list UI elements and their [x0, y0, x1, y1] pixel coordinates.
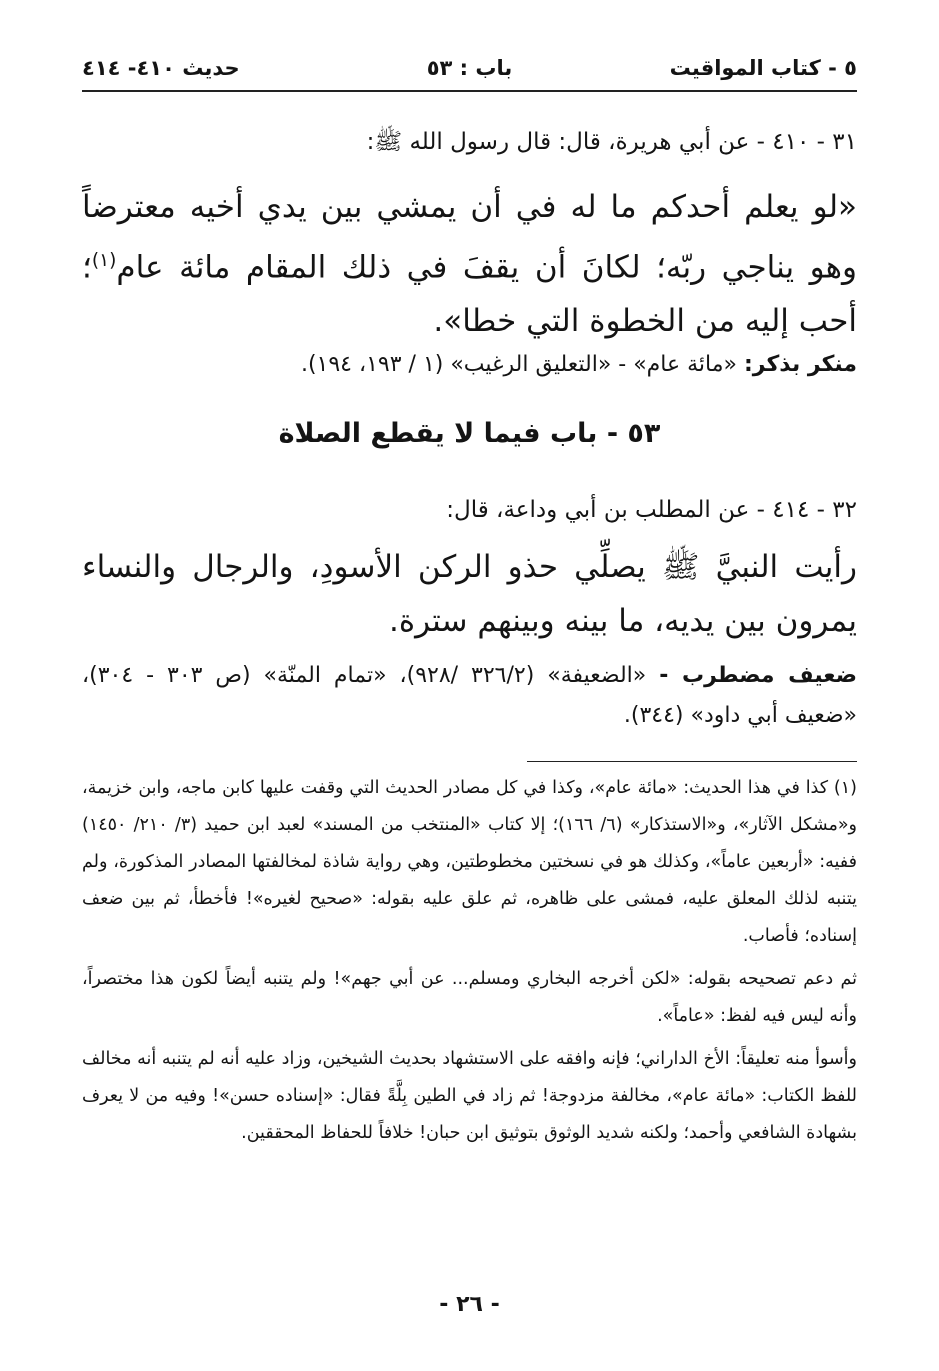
footnotes	[82, 770, 857, 1158]
hadith-31-matn-part-b: ؛ أحب إليه من الخطوة التي خطا».	[82, 249, 857, 340]
page-number: - ٢٦ -	[439, 1292, 500, 1317]
header-hadith-range: حديث ٤١٠- ٤١٤	[82, 56, 240, 80]
footnote-separator	[527, 761, 857, 762]
running-header	[82, 52, 857, 92]
header-book-title: ٥ - كتاب المواقيت	[669, 56, 857, 80]
hadith-32-verdict-text: «الضعيفة» (٣٢٦/٢ /٩٢٨)، «تمام المنّة» (ص ٣٠٣ - ٣٠٤)، «ضعيف أبي داود» (٣٤٤).	[82, 663, 857, 728]
footnote-paragraph: (١) كذا في هذا الحديث: «مائة عام»، وكذا في كل مصادر الحديث التي وقفت عليها كابن ماجه، وابن خزيمة، و«مشكل الآثار»، و«الاستذكار» (٦/ ١٦٦)؛ إلا كتاب «المنتخب من المسند» لعبد ابن حميد (٣/ ٢١٠/ ١٤٥٠) ففيه: «أربعين عاماً»، وكذلك هو في نسختين مخطوطتين، وهي رواية شاذة لمخالفتها المصادر المذكورة، ولم يتنبه لذلك المعلق عليه، فمشى على ظاهره، ثم علق عليه بقوله: «صحيح لغيره»! فأخطأ، ثم بين ضعف إسناده؛ فأصاب.	[82, 778, 857, 946]
hadith-32-verdict	[82, 656, 857, 736]
footnote-paragraph: وأسوأ منه تعليقاً: الأخ الداراني؛ فإنه وافقه على الاستشهاد بحديث الشيخين، وزاد عليه أنه لم يتنبه أنه مخالف للفظ الكتاب: «مائة عام»، مخالفة مزدوجة! ثم زاد في الطين بِلَّةً فقال: «إسناده حسن»! وفيه من لا يعرف بشهادة الشافعي وأحمد؛ ولكنه شديد الوثوق بتوثيق ابن حبان! خلافاً للحفاظ المحققين.	[82, 1049, 857, 1143]
hadith-31-verdict	[82, 345, 857, 385]
hadith-32-matn: رأيت النبيَّ ﷺ يصلِّي حذو الركن الأسودِ، والرجال والنساء يمرون بين يديه، ما بينه وبينهم سترة.	[82, 549, 857, 639]
hadith-32-verdict-label: ضعيف مضطرب -	[659, 663, 857, 688]
footnote-paragraph: ثم دعم تصحيحه بقوله: «لكن أخرجه البخاري ومسلم... عن أبي جهم»! ولم يتنبه أيضاً لكون هذا مختصراً، وأنه ليس فيه لفظ: «عاماً».	[82, 969, 857, 1026]
hadith-31-verdict-text: «مائة عام» - «التعليق الرغيب» (١ / ١٩٣، ١٩٤).	[300, 352, 737, 377]
header-rule	[82, 90, 857, 92]
hadith-32-intro: ٣٢ - ٤١٤ - عن المطلب بن أبي وداعة، قال:	[446, 497, 857, 523]
hadith-31-matn	[82, 180, 857, 348]
hadith-31-verdict-label: منكر بذكر:	[744, 352, 857, 377]
footnote-reference: (١)	[91, 250, 117, 271]
hadith-31-matn-part-a: «لو يعلم أحدكم ما له في أن يمشي بين يدي أخيه معترضاً وهو يناجي ربّه؛ لكانَ أن يقفَ في ذلك المقام مائة عام	[82, 189, 857, 286]
hadith-31-intro: ٣١ - ٤١٠ - عن أبي هريرة، قال: قال رسول الله ﷺ:	[366, 129, 857, 155]
header-chapter: باب : ٥٣	[426, 56, 513, 80]
chapter-title: ٥٣ - باب فيما لا يقطع الصلاة	[278, 418, 661, 449]
